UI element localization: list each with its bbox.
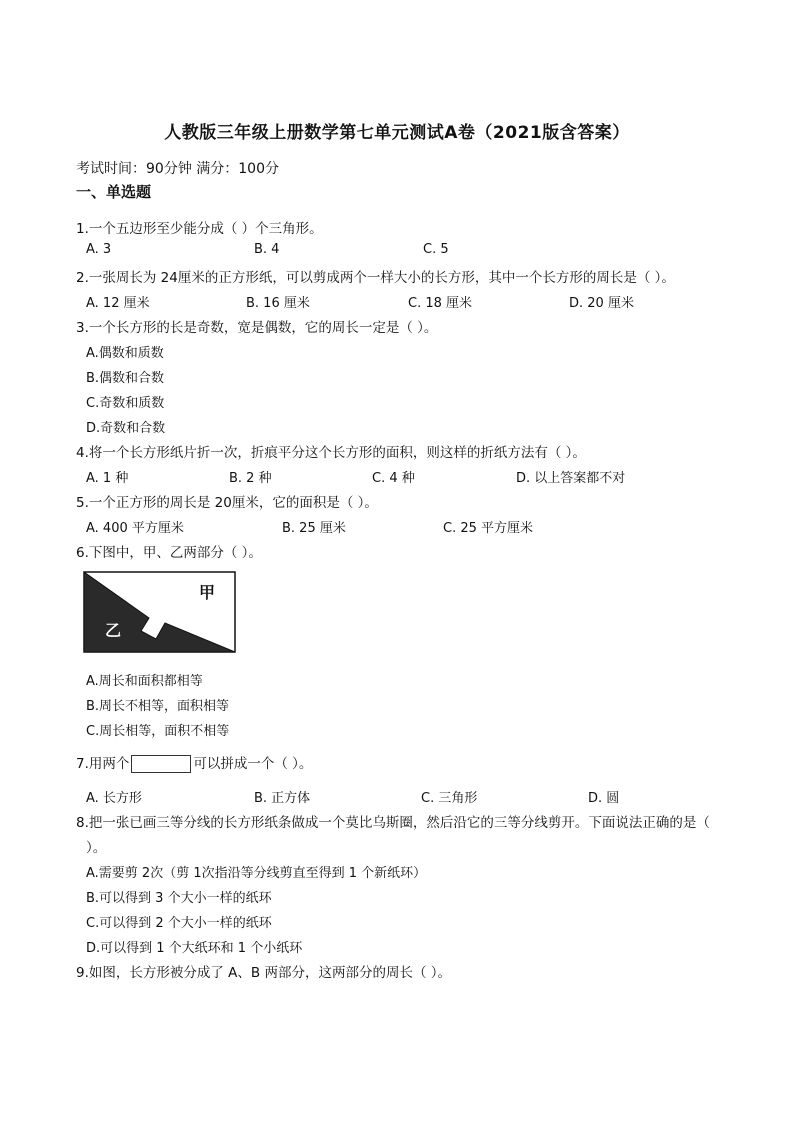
question-8-option-d: D.可以得到 1 个大纸环和 1 个小纸环 (86, 941, 303, 956)
figure-label-jia: 甲 (199, 583, 216, 602)
question-7-option-a: A. 长方形 (86, 791, 142, 806)
question-3-option-c: C.奇数和质数 (86, 396, 165, 411)
question-6-option-a: A.周长和面积都相等 (86, 674, 203, 689)
question-8-option-b: B.可以得到 3 个大小一样的纸环 (86, 891, 272, 906)
question-4-stem: 4.将一个长方形纸片折一次，折痕平分这个长方形的面积，则这样的折纸方法有（ ）。 (76, 445, 586, 461)
question-7-stem (76, 752, 312, 773)
question-1-stem: 1.一个五边形至少能分成（ ）个三角形。 (76, 221, 323, 237)
question-3-option-b: B.偶数和合数 (86, 371, 165, 386)
question-1-option-c: C. 5 (423, 242, 449, 257)
question-7-rectangle-figure (131, 755, 191, 773)
question-5-stem: 5.一个正方形的周长是 20厘米，它的面积是（ ）。 (76, 495, 378, 511)
question-6-option-c: C.周长相等，面积不相等 (86, 724, 230, 739)
question-8-stem: 8.把一张已画三等分线的长方形纸条做成一个莫比乌斯圈，然后沿它的三等分线剪开。下面说法正确的是（ (76, 815, 710, 831)
question-4-option-d: D. 以上答案都不对 (516, 471, 626, 486)
question-4-option-c: C. 4 种 (372, 471, 415, 486)
figure-label-yi: 乙 (105, 621, 122, 640)
question-7-stem-before: 7.用两个 (76, 756, 130, 772)
question-2-option-d: D. 20 厘米 (569, 296, 634, 311)
question-3-option-a: A.偶数和质数 (86, 346, 164, 361)
question-6-option-b: B.周长不相等，面积相等 (86, 699, 230, 714)
question-3-stem: 3.一个长方形的长是奇数，宽是偶数，它的周长一定是（ ）。 (76, 320, 438, 336)
question-5-option-c: C. 25 平方厘米 (443, 521, 534, 536)
question-3-option-d: D.奇数和合数 (86, 421, 166, 436)
question-5-option-a: A. 400 平方厘米 (86, 521, 184, 536)
question-8-option-c: C.可以得到 2 个大小一样的纸环 (86, 916, 272, 931)
question-4-option-b: B. 2 种 (229, 471, 272, 486)
question-1-option-b: B. 4 (254, 242, 280, 257)
section-heading: 一、单选题 (76, 183, 152, 201)
question-7-option-d: D. 圆 (588, 791, 620, 806)
exam-meta: 考试时间：90分钟 满分：100分 (76, 161, 279, 177)
question-7-stem-after: 可以拼成一个（ ）。 (193, 756, 313, 772)
question-6-stem: 6.下图中，甲、乙两部分（ ）。 (76, 545, 262, 561)
question-8-stem-continued: ）。 (86, 840, 107, 856)
question-2-option-c: C. 18 厘米 (408, 296, 473, 311)
question-2-stem: 2.一张周长为 24厘米的正方形纸，可以剪成两个一样大小的长方形，其中一个长方形的周长是（ ）。 (76, 270, 675, 286)
page-title: 人教版三年级上册数学第七单元测试A卷（2021版含答案） (164, 123, 630, 143)
question-5-option-b: B. 25 厘米 (282, 521, 346, 536)
question-7-option-b: B. 正方体 (254, 791, 311, 806)
question-9-stem: 9.如图，长方形被分成了 A、B 两部分，这两部分的周长（ ）。 (76, 965, 451, 981)
question-4-option-a: A. 1 种 (86, 471, 129, 486)
question-8-option-a: A.需要剪 2次（剪 1次指沿等分线剪直至得到 1 个新纸环） (86, 866, 427, 881)
question-1-option-a: A. 3 (86, 242, 112, 257)
question-2-option-a: A. 12 厘米 (86, 296, 150, 311)
question-2-option-b: B. 16 厘米 (246, 296, 310, 311)
question-6-figure (83, 571, 239, 655)
question-7-option-c: C. 三角形 (421, 791, 478, 806)
